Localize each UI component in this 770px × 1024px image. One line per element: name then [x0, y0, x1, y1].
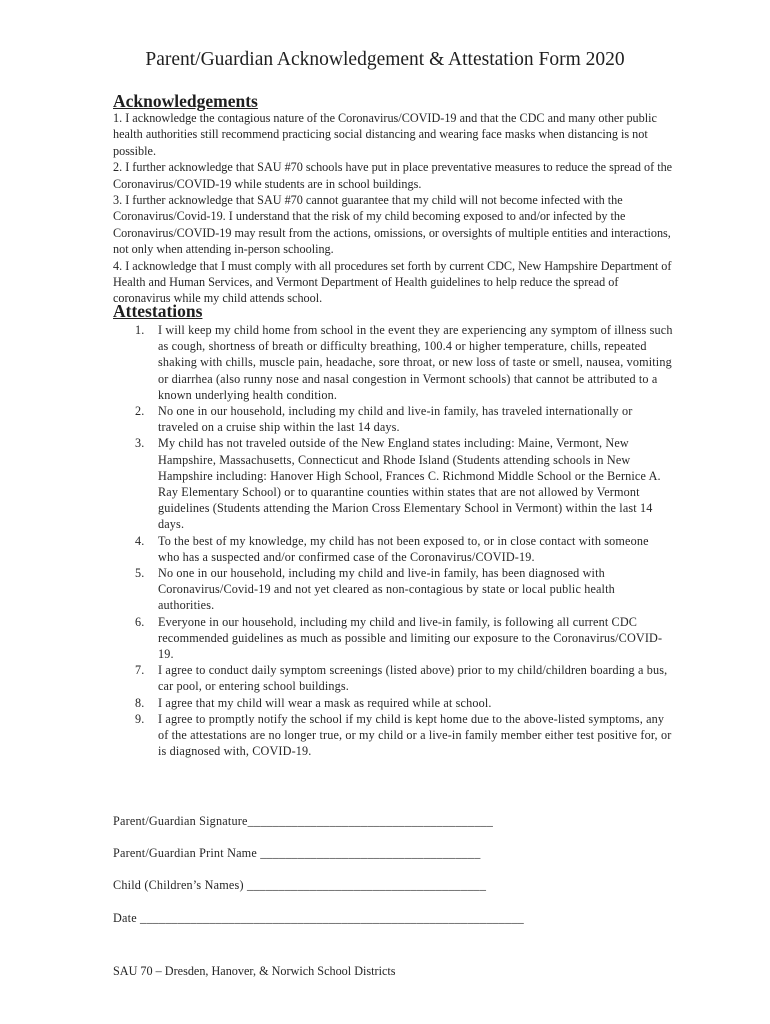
attestation-text: I agree to promptly notify the school if my child is kept home due to the above-listed symptoms, any of the attestations are no longer true, or my child or a live-in family member either test positive for, or is diagnosed with, COVID-19. [158, 711, 672, 759]
attestation-text: To the best of my knowledge, my child has not been exposed to, or in close contact with someone who has a suspected and/or confirmed case of the Coronavirus/COVID-19. [158, 533, 649, 564]
acknowledgement-item: 1. I acknowledge the contagious nature of the Coronavirus/COVID-19 and that the CDC and many other public health authorities still recommend practicing social distancing and wearing face masks when distancing is not possible. [113, 111, 657, 158]
attestations-list [113, 322, 673, 759]
attestation-number: 8. [135, 695, 145, 710]
attestation-item [113, 403, 673, 435]
attestation-number: 7. [135, 663, 145, 678]
attestation-text: I will keep my child home from school in the event they are experiencing any symptom of illness such as cough, shortness of breath or difficulty breathing, 100.4 or higher temperature, chills, repeated shaking with chills, muscle pain, headache, sore throat, or new loss of taste or smell, nausea, vomiting or diarrhea (also runny nose and nasal congestion in Vermont schools) that cannot be attributed to a known underlying health condition. [158, 323, 673, 402]
footer: SAU 70 – Dresden, Hanover, & Norwich School Districts [113, 964, 396, 978]
acknowledgements-heading: Acknowledgements [113, 91, 258, 111]
attestation-item [113, 662, 673, 694]
attestation-text: No one in our household, including my child and live-in family, has been diagnosed with Coronavirus/Covid-19 and not yet cleared as non-contagious by state or local public health authorities. [158, 566, 615, 613]
attestation-text: My child has not traveled outside of the New England states including: Maine, Vermont, New Hampshire, Massachusetts, Connecticut and Rhode Island (Students attending schools in New Hampshire including: Hanover High School, Frances C. Richmond Middle School or the Bernice A. Ray Elementary School) or to quarantine counties within states that are not allowed by Vermont guidelines (Students attending the Marion Cross Elementary School in Vermont) within the last 14 days. [158, 436, 661, 532]
attestation-text: Everyone in our household, including my child and live-in family, is following all current CDC recommended guidelines as much as possible and limiting our exposure to the Coronavirus/COVID-19. [158, 614, 663, 662]
attestation-item [113, 435, 673, 532]
attestation-number: 6. [135, 614, 145, 629]
attestation-number: 2. [135, 404, 145, 419]
acknowledgement-item: 4. I acknowledge that I must comply with all procedures set forth by current CDC, New Hampshire Department of Health and Human Services, and Vermont Department of Health guidelines to help reduce the spread of coronavirus while my child attends school. [113, 258, 672, 306]
date-field[interactable]: Date _____________________________________________________________ [113, 911, 524, 925]
acknowledgement-item: 2. I further acknowledge that SAU #70 schools have put in place preventative measures to reduce the spread of the Coronavirus/COVID-19 while students are in school buildings. [113, 160, 673, 191]
attestation-number: 9. [135, 711, 145, 726]
children-names-field[interactable]: Child (Children’s Names) ______________________________________ [113, 878, 487, 892]
attestation-number: 4. [135, 533, 145, 548]
attestation-text: I agree to conduct daily symptom screenings (listed above) prior to my child/children boarding a bus, car pool, or entering school buildings. [158, 663, 668, 694]
signature-field[interactable]: Parent/Guardian Signature_______________________________________ [113, 814, 494, 828]
attestations-heading: Attestations [113, 301, 203, 321]
print-name-field[interactable]: Parent/Guardian Print Name ___________________________________ [113, 846, 481, 860]
attestation-item [113, 533, 673, 565]
attestation-number: 1. [135, 323, 145, 337]
attestation-number: 3. [135, 436, 145, 451]
attestation-text: No one in our household, including my child and live-in family, has traveled internationally or traveled on a cruise ship within the last 14 days. [158, 404, 633, 435]
attestation-item [113, 711, 673, 760]
attestation-item [113, 614, 673, 663]
acknowledgement-item: 3. I further acknowledge that SAU #70 cannot guarantee that my child will not become infected with the Coronavirus/Covid-19. I understand that the risk of my child becoming exposed to and/or infected by the Coronavirus/COVID-19 may result from the actions, omissions, or oversights of multiple entities and interactions, not only when attending in-person schooling. [113, 193, 671, 257]
attestation-number: 5. [135, 566, 145, 581]
page-title: Parent/Guardian Acknowledgement & Attestation Form 2020 [145, 49, 625, 70]
attestation-item [113, 322, 673, 403]
attestation-item [113, 695, 673, 711]
acknowledgements-list [113, 110, 673, 307]
attestation-text: I agree that my child will wear a mask as required while at school. [158, 695, 492, 710]
attestation-item [113, 565, 673, 614]
